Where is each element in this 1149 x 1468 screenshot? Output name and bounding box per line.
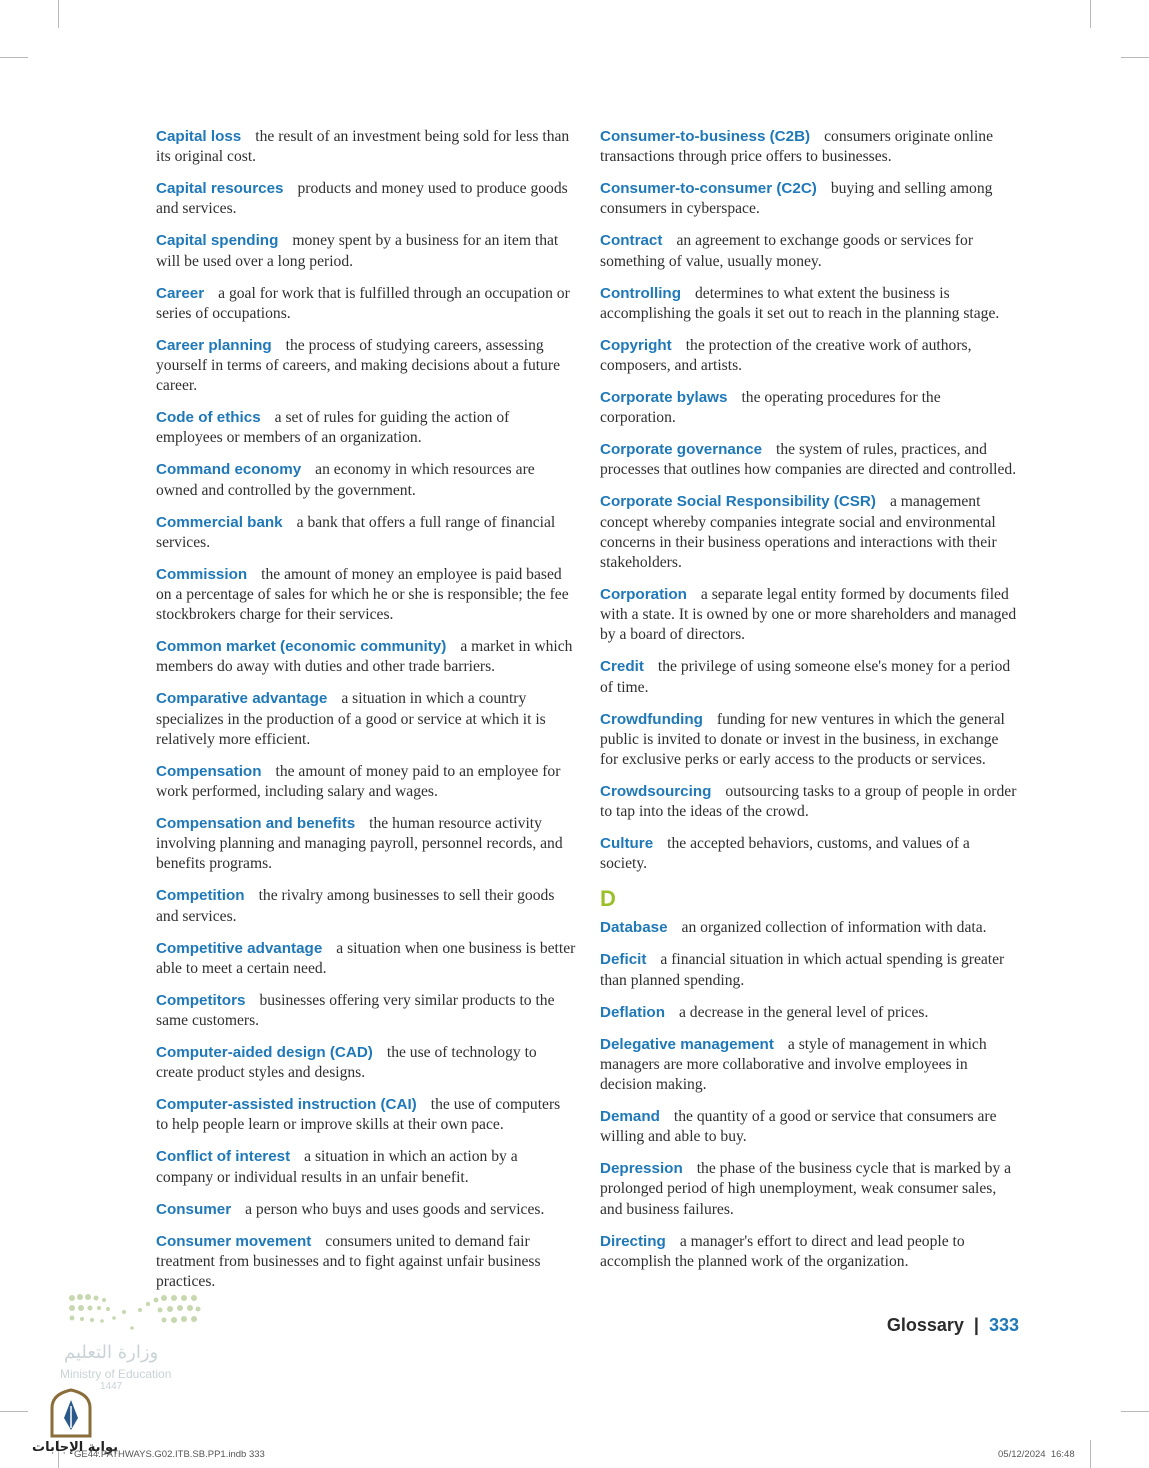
glossary-term: Depression bbox=[600, 1160, 683, 1178]
ministry-year: 1447 bbox=[100, 1381, 123, 1392]
glossary-entry bbox=[600, 492, 1020, 573]
glossary-entry bbox=[600, 585, 1020, 646]
glossary-entry bbox=[156, 460, 576, 500]
glossary-term: Directing bbox=[600, 1232, 666, 1250]
glossary-right-column bbox=[600, 127, 1020, 1284]
glossary-entry bbox=[156, 336, 576, 397]
glossary-term: Corporation bbox=[600, 586, 687, 604]
glossary-definition: the human resource activity involving planning and managing payroll, personnel records, and benefits programs. bbox=[156, 815, 563, 873]
glossary-entry bbox=[600, 336, 1020, 376]
glossary-term: Computer-assisted instruction (CAI) bbox=[156, 1096, 417, 1114]
glossary-definition: the result of an investment being sold for less than its original cost. bbox=[156, 128, 570, 166]
glossary-definition: the process of studying careers, assessing yourself in terms of careers, and making decisions about a future career. bbox=[156, 336, 561, 395]
glossary-entry bbox=[600, 834, 1020, 874]
glossary-entry bbox=[600, 1003, 1020, 1023]
ministry-watermark bbox=[60, 1290, 210, 1392]
glossary-definition: consumers united to demand fair treatment from businesses and to fight against unfair business practices. bbox=[156, 1232, 541, 1291]
glossary-term: Commercial bank bbox=[156, 513, 283, 531]
glossary-term: Competitors bbox=[156, 991, 246, 1009]
glossary-definition: the use of technology to create product styles and designs. bbox=[156, 1044, 537, 1082]
print-slug-datetime bbox=[998, 1449, 1075, 1460]
glossary-term: Consumer-to-consumer (C2C) bbox=[600, 180, 817, 198]
glossary-definition: the use of computers to help people learn or improve skills at their own pace. bbox=[156, 1096, 561, 1134]
glossary-definition: the phase of the business cycle that is marked by a prolonged period of high unemployment, weak consumer sales, and business failures. bbox=[600, 1160, 1012, 1218]
glossary-entry bbox=[156, 939, 576, 979]
footer-separator: | bbox=[973, 1315, 979, 1335]
print-slug-date: 05/12/2024 bbox=[998, 1449, 1046, 1460]
glossary-entry bbox=[600, 782, 1020, 822]
glossary-term: Capital resources bbox=[156, 180, 284, 198]
glossary-definition: money spent by a business for an item that will be used over a long period. bbox=[156, 232, 559, 270]
glossary-entry bbox=[600, 1107, 1020, 1147]
glossary-entry bbox=[156, 991, 576, 1031]
glossary-entry bbox=[156, 814, 576, 875]
section-letter: D bbox=[600, 886, 616, 912]
glossary-term: Compensation and benefits bbox=[156, 815, 356, 833]
glossary-entry bbox=[156, 1147, 576, 1187]
glossary-definition: the protection of the creative work of authors, composers, and artists. bbox=[600, 336, 972, 375]
glossary-entry bbox=[156, 1200, 576, 1220]
glossary-entry bbox=[600, 440, 1020, 480]
glossary-entry bbox=[600, 1232, 1020, 1272]
glossary-term: Database bbox=[600, 919, 668, 937]
footer-section-title: Glossary bbox=[886, 1315, 964, 1335]
glossary-term: Code of ethics bbox=[156, 409, 261, 427]
glossary-term: Deficit bbox=[600, 951, 647, 969]
glossary-definition: a market in which members do away with duties and other trade barriers. bbox=[156, 638, 573, 676]
glossary-definition: an agreement to exchange goods or services for something of value, usually money. bbox=[600, 232, 974, 270]
glossary-definition: consumers originate online transactions through price offers to businesses. bbox=[600, 128, 994, 166]
glossary-term: Commission bbox=[156, 565, 248, 583]
glossary-term: Controlling bbox=[600, 284, 681, 302]
portal-logo-text: بوابة الإجابات bbox=[32, 1440, 118, 1455]
glossary-definition: products and money used to produce goods and services. bbox=[156, 180, 568, 218]
glossary-entry bbox=[156, 408, 576, 448]
crop-mark bbox=[0, 57, 28, 58]
glossary-term: Consumer movement bbox=[156, 1232, 312, 1250]
glossary-entry bbox=[156, 637, 576, 677]
glossary-entry bbox=[600, 918, 1020, 938]
print-slug-filename: GE44.PATHWAYS.G02.ITB.SB.PP1.indb 333 bbox=[74, 1449, 265, 1460]
glossary-definition: a decrease in the general level of prices. bbox=[678, 1003, 929, 1021]
glossary-term: Culture bbox=[600, 835, 654, 853]
glossary-entry bbox=[156, 762, 576, 802]
glossary-term: Corporate governance bbox=[600, 441, 763, 459]
glossary-entry bbox=[600, 127, 1020, 167]
glossary-term: Contract bbox=[600, 232, 663, 250]
glossary-entry bbox=[156, 179, 576, 219]
glossary-definition: a management concept whereby companies integrate social and environmental concerns in their business operations and interactions with their stakeholders. bbox=[600, 493, 997, 572]
glossary-definition: buying and selling among consumers in cyberspace. bbox=[600, 180, 993, 218]
glossary-definition: a goal for work that is fulfilled through an occupation or series of occupations. bbox=[156, 284, 570, 322]
glossary-definition: the operating procedures for the corporation. bbox=[600, 389, 941, 427]
glossary-term: Competitive advantage bbox=[156, 939, 323, 957]
glossary-d-entries bbox=[600, 918, 1020, 1272]
glossary-entry bbox=[600, 1035, 1020, 1096]
glossary-term: Computer-aided design (CAD) bbox=[156, 1044, 373, 1062]
glossary-term: Crowdsourcing bbox=[600, 783, 712, 801]
glossary-term: Consumer bbox=[156, 1200, 232, 1218]
glossary-definition: a set of rules for guiding the action of employees or members of an organization. bbox=[156, 409, 510, 447]
glossary-entry bbox=[600, 284, 1020, 324]
glossary-c-entries bbox=[600, 127, 1020, 875]
glossary-term: Compensation bbox=[156, 762, 262, 780]
print-slug-time: 16:48 bbox=[1050, 1449, 1075, 1460]
glossary-definition: a financial situation in which actual spending is greater than planned spending. bbox=[600, 951, 1005, 989]
glossary-entry bbox=[156, 1043, 576, 1083]
glossary-definition: the quantity of a good or service that consumers are willing and able to buy. bbox=[600, 1108, 997, 1146]
glossary-definition: funding for new ventures in which the general public is invited to donate or invest in the business, in exchange for exclusive perks or early access to the products or services. bbox=[600, 710, 1005, 769]
glossary-entry bbox=[156, 689, 576, 750]
glossary-definition: businesses offering very similar products to the same customers. bbox=[156, 991, 555, 1030]
glossary-entry bbox=[156, 513, 576, 553]
glossary-term: Corporate Social Responsibility (CSR) bbox=[600, 493, 876, 511]
glossary-entry bbox=[600, 388, 1020, 428]
glossary-definition: an economy in which resources are owned and controlled by the government. bbox=[156, 461, 535, 499]
glossary-term: Crowdfunding bbox=[600, 710, 703, 728]
glossary-term: Delegative management bbox=[600, 1035, 774, 1053]
glossary-definition: the rivalry among businesses to sell their goods and services. bbox=[156, 887, 555, 925]
glossary-definition: the privilege of using someone else's money for a period of time. bbox=[600, 658, 1011, 696]
glossary-term: Demand bbox=[600, 1108, 660, 1126]
glossary-definition: determines to what extent the business is accomplishing the goals it set out to reach in the planning stage. bbox=[600, 284, 1000, 322]
ministry-logo-dots-icon bbox=[64, 1290, 204, 1338]
glossary-definition: a situation in which a country specializes in the production of a good or service at which it is relatively more efficient. bbox=[156, 690, 546, 748]
glossary-term: Career planning bbox=[156, 336, 272, 354]
glossary-definition: a situation when one business is better able to meet a certain need. bbox=[156, 939, 576, 977]
glossary-entry bbox=[156, 284, 576, 324]
glossary-definition: an organized collection of information with data. bbox=[681, 919, 987, 937]
glossary-definition: the accepted behaviors, customs, and values of a society. bbox=[600, 835, 970, 873]
glossary-entry bbox=[600, 179, 1020, 219]
crop-mark bbox=[58, 0, 59, 28]
crop-mark bbox=[1121, 57, 1149, 58]
glossary-entry bbox=[600, 657, 1020, 697]
glossary-term: Corporate bylaws bbox=[600, 389, 728, 407]
glossary-entry bbox=[600, 950, 1020, 990]
glossary-term: Capital loss bbox=[156, 128, 242, 145]
glossary-definition: the system of rules, practices, and processes that outlines how companies are directed and controlled. bbox=[600, 441, 1017, 479]
glossary-term: Career bbox=[156, 284, 205, 302]
glossary-term: Consumer-to-business (C2B) bbox=[600, 128, 811, 145]
glossary-term: Capital spending bbox=[156, 232, 279, 250]
glossary-definition: a person who buys and uses goods and services. bbox=[245, 1200, 545, 1218]
glossary-left-column bbox=[156, 127, 576, 1304]
glossary-term: Competition bbox=[156, 887, 245, 905]
glossary-term: Command economy bbox=[156, 461, 302, 479]
glossary-entry bbox=[156, 1232, 576, 1293]
glossary-definition: the amount of money paid to an employee for work performed, including salary and wages. bbox=[156, 762, 561, 801]
crop-mark bbox=[1121, 1411, 1149, 1412]
crop-mark bbox=[1090, 1440, 1091, 1468]
glossary-definition: outsourcing tasks to a group of people in order to tap into the ideas of the crowd. bbox=[600, 783, 1017, 821]
glossary-term: Credit bbox=[600, 658, 644, 676]
glossary-term: Common market (economic community) bbox=[156, 638, 447, 656]
page-footer bbox=[887, 1315, 1019, 1336]
glossary-definition: a style of management in which managers are more collaborative and involve employees in decision making. bbox=[600, 1035, 987, 1094]
glossary-definition: the amount of money an employee is paid based on a percentage of sales for which he or she is responsible; the fee stockbrokers charge for their services. bbox=[156, 565, 569, 624]
crop-mark bbox=[0, 1411, 28, 1412]
glossary-term: Copyright bbox=[600, 336, 672, 354]
glossary-definition: a separate legal entity formed by documents filed with a state. It is owned by one or more shareholders and managed by a board of directors. bbox=[600, 586, 1017, 644]
glossary-entry bbox=[600, 1159, 1020, 1220]
glossary-entry bbox=[600, 710, 1020, 771]
glossary-term: Conflict of interest bbox=[156, 1148, 291, 1166]
glossary-entry bbox=[156, 127, 576, 167]
glossary-definition: a manager's effort to direct and lead people to accomplish the planned work of the organization. bbox=[600, 1232, 965, 1270]
glossary-definition: a bank that offers a full range of financial services. bbox=[156, 513, 556, 551]
crop-mark bbox=[1090, 0, 1091, 28]
glossary-entry bbox=[156, 565, 576, 626]
glossary-term: Deflation bbox=[600, 1003, 665, 1021]
glossary-entry bbox=[156, 1095, 576, 1135]
ministry-arabic-name: وزارة التعليم bbox=[64, 1342, 159, 1363]
glossary-entry bbox=[156, 886, 576, 926]
glossary-entry bbox=[600, 231, 1020, 271]
glossary-entry bbox=[156, 231, 576, 271]
mosque-pen-icon bbox=[48, 1388, 94, 1438]
ministry-english-name: Ministry of Education bbox=[60, 1367, 172, 1381]
glossary-term: Comparative advantage bbox=[156, 690, 328, 708]
page-number: 333 bbox=[988, 1315, 1019, 1335]
glossary-definition: a situation in which an action by a company or individual results in an unfair benefit. bbox=[156, 1148, 518, 1186]
